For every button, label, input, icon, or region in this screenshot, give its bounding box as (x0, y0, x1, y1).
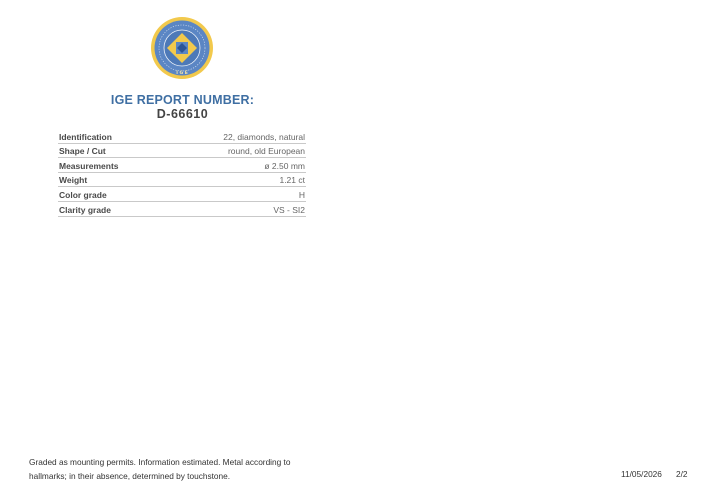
spec-label: Weight (58, 172, 163, 187)
spec-value: ø 2.50 mm (163, 158, 306, 173)
spec-label: Shape / Cut (58, 143, 163, 158)
footer-disclaimer-line: hallmarks; in their absence, determined by touchstone. (29, 471, 231, 481)
report-title: IGE REPORT NUMBER: (110, 93, 255, 107)
footer-disclaimer-line: Graded as mounting permits. Information estimated. Metal according to (29, 457, 291, 467)
svg-text:I G E: I G E (176, 71, 188, 76)
spec-table (58, 129, 306, 217)
ige-seal-logo (150, 16, 214, 80)
spec-label: Measurements (58, 158, 163, 173)
spec-row-clarity-grade (58, 201, 306, 216)
seal-icon (150, 16, 214, 80)
spec-value: 22, diamonds, natural (163, 129, 306, 143)
page-number: 2/2 (676, 469, 688, 479)
spec-row-identification (58, 129, 306, 143)
footer-disclaimer (29, 455, 319, 483)
spec-value: H (163, 187, 306, 202)
footer-date: 11/05/2026 (621, 469, 662, 479)
spec-row-shape-cut (58, 143, 306, 158)
report-number: D-66610 (156, 107, 209, 121)
spec-label: Identification (58, 129, 163, 143)
spec-row-measurements (58, 158, 306, 173)
spec-row-color-grade (58, 187, 306, 202)
spec-label: Color grade (58, 187, 163, 202)
spec-value: 1.21 ct (163, 172, 306, 187)
spec-value: VS - SI2 (163, 201, 306, 216)
spec-row-weight (58, 172, 306, 187)
spec-value: round, old European (163, 143, 306, 158)
spec-label: Clarity grade (58, 201, 163, 216)
